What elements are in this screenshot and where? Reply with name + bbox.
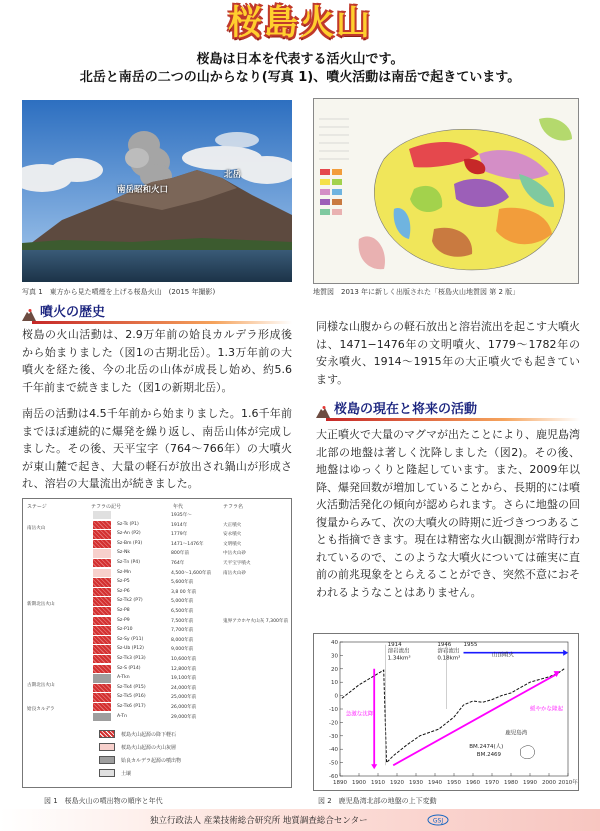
label-crater: 南岳昭和火口 [117, 185, 169, 195]
tephra-age: 5,000年前 [171, 599, 194, 605]
label-1946: 1946 [437, 642, 452, 649]
tephra-code: Sz-Tk2 (P7) [117, 598, 143, 604]
x-tick-label: 2000 [542, 780, 556, 786]
tephra-column-cell [93, 549, 111, 557]
fig1-header-name: テフラ名 [223, 504, 244, 510]
tephra-age: 5,600年前 [171, 580, 194, 586]
label-1914: 1914 [387, 642, 402, 649]
legend-swatch-ash [99, 743, 115, 751]
tephra-code: Sz-P9 [117, 617, 130, 623]
right-para-1: 同様な山腹からの軽石放出と溶岩流出を起こす大噴火は、1471−1476年の文明噴火、1779〜1782年の安永噴火、1914〜1915年の大正噴火でも起きています。 [316, 320, 580, 386]
x-tick-label: 1900 [352, 780, 366, 786]
tephra-code: Sz-Sy (P11) [117, 636, 144, 642]
tephra-column-cell [93, 693, 111, 701]
tephra-code: Sz-Tk5 (P16) [117, 694, 146, 700]
tephra-age: 29,000年前 [171, 714, 197, 720]
tephra-code: Sz-P10 [117, 627, 133, 633]
lead-line-2: 北岳と南岳の二つの山からなり(写真 1)、噴火活動は南岳で起きています。 [79, 70, 521, 85]
tephra-age: 1779年 [171, 532, 188, 538]
future-para-1: 大正噴火で大量のマグマが出たことにより、鹿児島湾北部の地盤は著しく沈降しました（図2)。その後、地盤はゆっくりと隆起しています。また、2009年以降、爆発回数が増加していることから、長期的には噴火活動活発化の傾向が認められます。さらに地盤の回復量からみて、次の大噴火の時期に近づきつつあることも指摘できます。現在は精密な火山観測が常時行われているので、このような大噴火については確実に直前の前兆現象をとらえることができ、突然不意におそわれるようなことはありません。 [316, 428, 580, 599]
tephra-column-cell [93, 617, 111, 625]
map-caption: 地質図 2013 年に新しく出版された「桜島火山地質図 第 2 版」 [313, 288, 520, 296]
tephra-age: 12,800年前 [171, 666, 197, 672]
tephra-column-cell [93, 607, 111, 615]
heading-underline [32, 321, 292, 324]
label-summit: 山頂噴火 [492, 652, 515, 659]
tephra-column-cell [93, 559, 111, 567]
future-heading-text: 桜島の現在と将来の活動 [334, 402, 478, 417]
tephra-column-cell [93, 588, 111, 596]
x-tick-label: 1890 [333, 780, 347, 786]
history-para-2: 南岳の活動は4.5千年前から始まりました。1.6千年前までほぼ連続的に爆発を繰り返し、南岳山体が完成しました。その後、天平宝字（764〜766年）の大噴火が東山麓で起き、大量の軽石が放出され鍋山が形成され、溶岩の大量流出が続きました。 [22, 407, 292, 490]
tephra-column-cell [93, 645, 111, 653]
tephra-column-cell [93, 530, 111, 538]
tephra-name: 天平宝字噴火 [223, 561, 251, 566]
volcano-icon [316, 406, 330, 418]
page-title: 桜島火山 [228, 3, 372, 43]
tephra-age: 9,000年前 [171, 647, 194, 653]
tephra-code: Sz-Mn [117, 569, 131, 575]
label-1914-volume: 1.34km³ [387, 655, 411, 662]
y-tick-label: 10 [331, 680, 338, 687]
tephra-code: Sz-P8 [117, 608, 130, 613]
tephra-age: 8,000年前 [171, 637, 194, 643]
stage-aira-caldera: 姶良カルデラ [27, 707, 55, 712]
x-tick-label: 1910 [371, 780, 385, 786]
tephra-name: 安永噴火 [223, 532, 242, 538]
photo-caption: 写真 1 東方から見た噴煙を上げる桜島火山 (2015 年撮影) [22, 288, 216, 296]
stage-minamidake: 南岳火山 [27, 526, 46, 531]
legend-swatch-aira [99, 756, 115, 764]
tephra-age: 1914年 [171, 522, 188, 528]
tephra-age: 19,100年前 [171, 676, 197, 682]
tephra-age: 4,500〜1,600年前 [171, 570, 212, 576]
tephra-code: Sz-P6 [117, 588, 130, 594]
y-tick-label: 30 [331, 653, 338, 660]
tephra-name: 大正噴火 [223, 522, 242, 528]
tephra-code: Sz-P5 [117, 579, 130, 585]
fig1-header-stage: ステージ [27, 504, 47, 510]
tephra-column-cell [93, 674, 111, 682]
tephra-code: Sz-Tk4 (P15) [117, 684, 146, 690]
history-para-1: 桜島の火山活動は、2.9万年前の姶良カルデラ形成後から始まりました（図1の古期北岳）。1.3万年前の大噴火を経た後、今の北岳の山体が成長し始め、約5.6千年前まで続きました（図1の新期北岳）。 [22, 328, 292, 394]
tephra-age: 764年 [171, 561, 185, 566]
x-tick-label: 1970 [485, 780, 499, 786]
footer-bar [0, 809, 600, 831]
tephra-column-cell [93, 655, 111, 663]
future-heading [316, 402, 580, 421]
tephra-name: 文明噴火 [223, 541, 242, 547]
tephra-column-cell [93, 597, 111, 605]
tephra-age: 1471〜1476年 [171, 541, 204, 547]
y-tick-label: 0 [334, 693, 338, 700]
tephra-age: 1935年〜 [171, 513, 192, 518]
tephra-code: Sz-Tn (P4) [117, 560, 141, 565]
fig1-header-code: テフラの記号 [91, 504, 122, 510]
y-tick-label: 20 [331, 666, 338, 673]
tephra-column-cell [93, 578, 111, 586]
legend-aira: 姶良カルデラ起源の噴出物 [121, 758, 182, 764]
y-tick-label: -30 [329, 733, 338, 740]
x-tick-label: 1990 [523, 780, 537, 786]
tephra-code: Sz-Ub (P12) [117, 646, 144, 652]
x-tick-label: 2010年 [558, 780, 578, 786]
label-1955: 1955 [463, 642, 478, 649]
history-heading-text: 噴火の歴史 [40, 305, 106, 320]
label-bm2469: BM.2469 [476, 751, 502, 758]
tephra-code: A-Tn [117, 713, 127, 719]
legend-soil: 土壌 [121, 771, 132, 777]
fig1-caption: 図 1 桜島火山の噴出物の順序と年代 [44, 797, 163, 805]
figure-2-ground-deformation [313, 633, 579, 791]
label-1946-volume: 0.18km³ [437, 655, 461, 662]
label-kitadake: 北岳 [224, 170, 242, 180]
tephra-age: 10,600年前 [171, 657, 197, 662]
tephra-column-cell [93, 521, 111, 529]
x-tick-label: 1980 [504, 780, 518, 786]
legend-ash: 桜島火山起源の火山灰層 [121, 745, 177, 751]
gsj-logo-text: GSJ [432, 817, 444, 825]
y-tick-label: -40 [329, 747, 338, 754]
tephra-code: Sz-Nk [117, 550, 131, 556]
x-tick-label: 1960 [466, 780, 480, 786]
tephra-column-cell [93, 636, 111, 644]
footer-org: 独立行政法人 産業技術総合研究所 地質調査総合センター [150, 816, 368, 826]
tephra-age: 25,000年前 [171, 695, 197, 701]
tephra-age: 7,500年前 [171, 618, 194, 624]
label-bay: 鹿児島湾 [505, 730, 528, 737]
geologic-map [313, 98, 579, 284]
tephra-age: 6,500年前 [171, 609, 194, 614]
fig2-chart [314, 634, 580, 792]
stage-koki-kitadake: 古期北岳火山 [27, 683, 55, 688]
tephra-column-cell [93, 626, 111, 634]
gsj-logo [427, 814, 449, 826]
title-banner [0, 0, 600, 46]
label-1946-lava: 溶岩流出 [437, 648, 460, 655]
x-tick-label: 1930 [409, 780, 423, 786]
fig2-caption: 図 2 鹿児島湾北部の地盤の上下変動 [318, 797, 437, 805]
tephra-age: 800年前 [171, 551, 189, 557]
tephra-code: Sz-Ts (P1) [117, 521, 139, 527]
tephra-column-cell [93, 665, 111, 673]
tephra-age: 3,8 00 年前 [171, 589, 197, 595]
tephra-code: Sz-An (P2) [117, 531, 141, 537]
tephra-code: Sz-Bm (P3) [117, 540, 143, 546]
x-tick-label: 1940 [428, 780, 442, 786]
tephra-column-cell [93, 703, 111, 711]
legend-swatch-soil [99, 769, 115, 777]
fig1-header-age: 年代 [173, 504, 184, 510]
tephra-name: 中岳火山砂 [223, 551, 246, 557]
tephra-column-cell [93, 569, 111, 577]
heading-underline [326, 418, 580, 421]
tephra-code: Sz-S (P14) [117, 665, 141, 671]
tephra-column-cell [93, 540, 111, 548]
y-tick-label: 40 [331, 640, 338, 646]
volcano-icon [22, 309, 36, 321]
label-1914-lava: 溶岩流出 [387, 648, 410, 655]
label-sink: 急激な沈降 [345, 711, 374, 718]
y-tick-label: -50 [329, 760, 338, 767]
label-rise: 緩やかな隆起 [530, 706, 564, 713]
tephra-age: 24,000年前 [171, 685, 197, 691]
tephra-age: 26,000年前 [171, 705, 197, 710]
tephra-age: 7,700年前 [171, 628, 194, 634]
tephra-code: A-Tkn [117, 675, 130, 681]
label-bm2474: BM.2474(人) [469, 743, 504, 750]
y-tick-label: -20 [329, 720, 338, 727]
x-tick-label: 1950 [447, 780, 461, 786]
lead-text [0, 51, 600, 87]
legend-pumice: 桜島火山起源の降下軽石 [121, 732, 177, 738]
x-tick-label: 1920 [390, 780, 404, 786]
y-tick-label: -10 [329, 707, 338, 713]
tephra-column-cell [93, 713, 111, 721]
photo-sakurajima [22, 100, 292, 282]
tephra-column-cell [93, 684, 111, 692]
lead-line-1: 桜島は日本を代表する活火山です。 [196, 52, 404, 67]
legend-swatch-pumice [99, 730, 115, 738]
tephra-column-cell [93, 511, 111, 519]
tephra-code: Sz-Tk3 (P13) [117, 656, 146, 661]
stage-shinki-kitadake: 新期北岳火山 [27, 602, 55, 607]
figure-1-stratigraphy [22, 498, 292, 788]
tephra-name: 鬼界アカホヤ火山灰 7,300年前 [223, 618, 289, 624]
y-tick-label: -60 [329, 774, 338, 780]
tephra-code: Sz-Tk6 (P17) [117, 704, 146, 709]
history-heading [22, 305, 292, 324]
tephra-name: 南岳火山砂 [223, 570, 246, 576]
